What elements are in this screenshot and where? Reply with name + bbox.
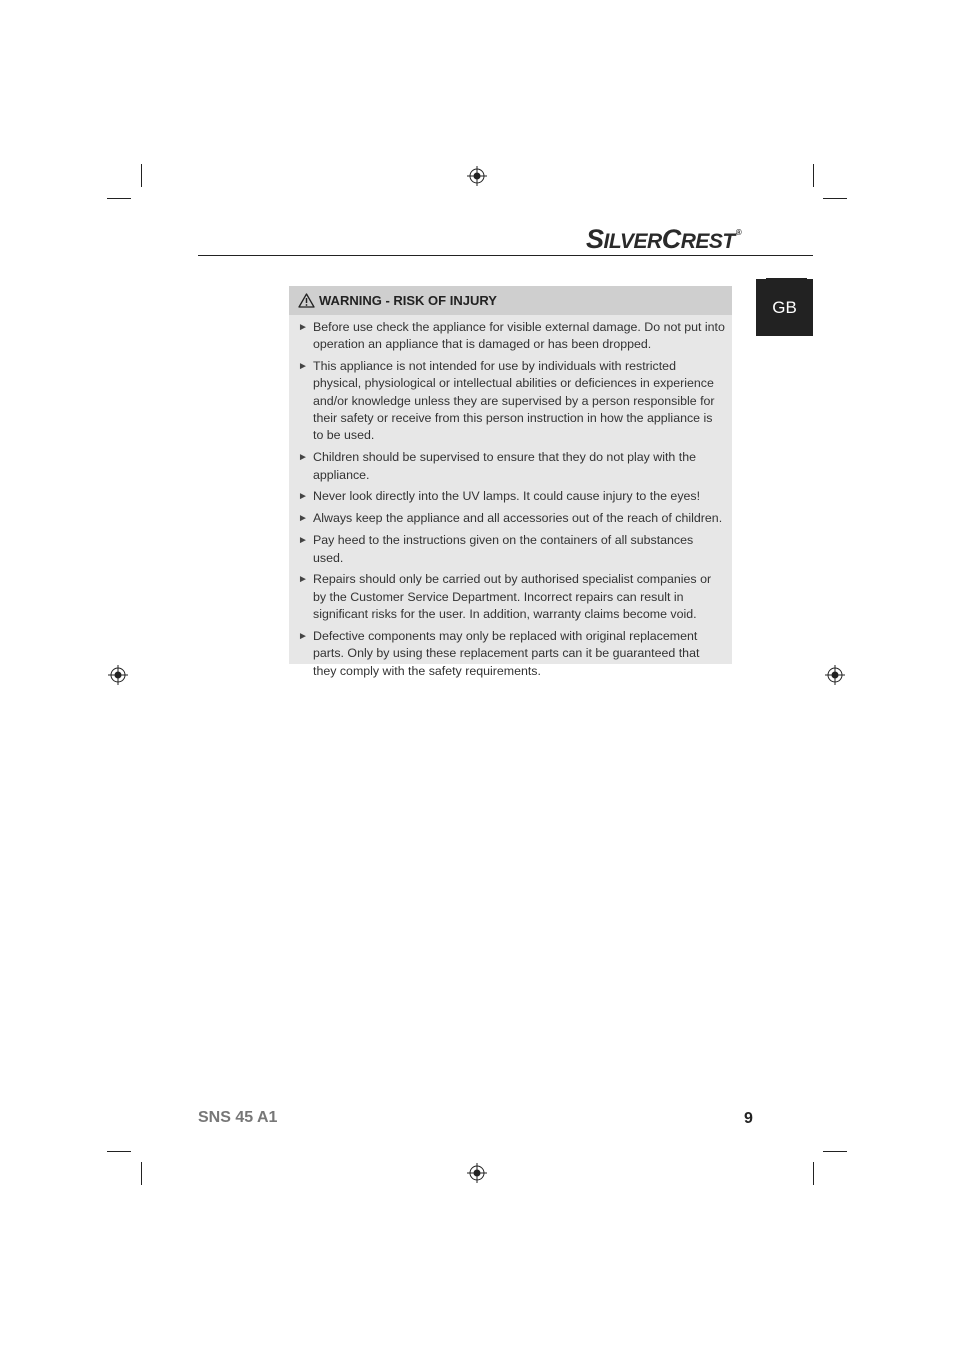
list-item-text: Never look directly into the UV lamps. It could cause injury to the eyes! [313,489,701,504]
registration-mark-icon [467,166,487,186]
bullet-arrow-icon: ► [298,491,308,503]
crop-mark [813,1162,814,1185]
warning-header [289,286,732,315]
list-item [298,358,726,444]
list-item [298,532,726,567]
list-item-text: This appliance is not intended for use by individuals with restricted physical, physiological or intellectual abilities or deficiences in experience and/or knowledge unless they are supervised by a person responsible for their safety or receive from this person instruction in how the appliance is to be used. [313,359,715,443]
list-item-text: Repairs should only be carried out by authorised specialist companies or by the Customer Service Department. Incorrect repairs can result in significant risks for the user. In addition, warranty claims become void. [313,572,712,622]
bullet-arrow-icon: ► [298,452,308,464]
crop-mark [141,164,142,187]
list-item [298,319,726,354]
warning-list [289,315,732,680]
list-item [298,510,726,527]
page-number: 9 [744,1110,753,1127]
crop-mark [141,1162,142,1185]
crop-mark [107,1151,131,1152]
list-item-text: Before use check the appliance for visible external damage. Do not put into operation an appliance that is damaged or has been dropped. [313,320,725,352]
bullet-arrow-icon: ► [298,574,308,586]
bullet-arrow-icon: ► [298,630,308,642]
list-item [298,488,726,505]
bullet-arrow-icon: ► [298,513,308,525]
crop-mark [813,164,814,187]
list-item-text: Defective components may only be replaced with original replacement parts. Only by using these replacement parts can it be guaranteed that they comply with the safety requirements. [313,628,700,678]
registration-mark-icon [108,665,128,685]
crop-mark [107,198,131,199]
crop-mark [823,1151,847,1152]
list-item-text: Always keep the appliance and all accessories out of the reach of children. [313,511,723,526]
warning-box [289,286,732,678]
bullet-arrow-icon: ► [298,322,308,333]
list-item-text: Pay heed to the instructions given on the containers of all substances used. [313,533,694,565]
language-tab [756,279,813,336]
header-rule [198,255,813,256]
registration-mark-icon [467,1163,487,1183]
list-item [298,571,726,623]
list-item [298,628,726,680]
silvercrest-logo: SILVERCREST® [586,224,742,254]
list-item-text: Children should be supervised to ensure that they do not play with the appliance. [313,450,696,482]
bullet-arrow-icon: ► [298,535,308,547]
language-tab-label: GB [772,297,797,317]
bullet-arrow-icon: ► [298,361,308,373]
registration-mark-icon [825,665,845,685]
crop-mark [823,198,847,199]
model-number: SNS 45 A1 [198,1109,278,1126]
warning-triangle-icon [298,293,315,308]
warning-title: WARNING - RISK OF INJURY [319,293,497,308]
list-item [298,449,726,484]
